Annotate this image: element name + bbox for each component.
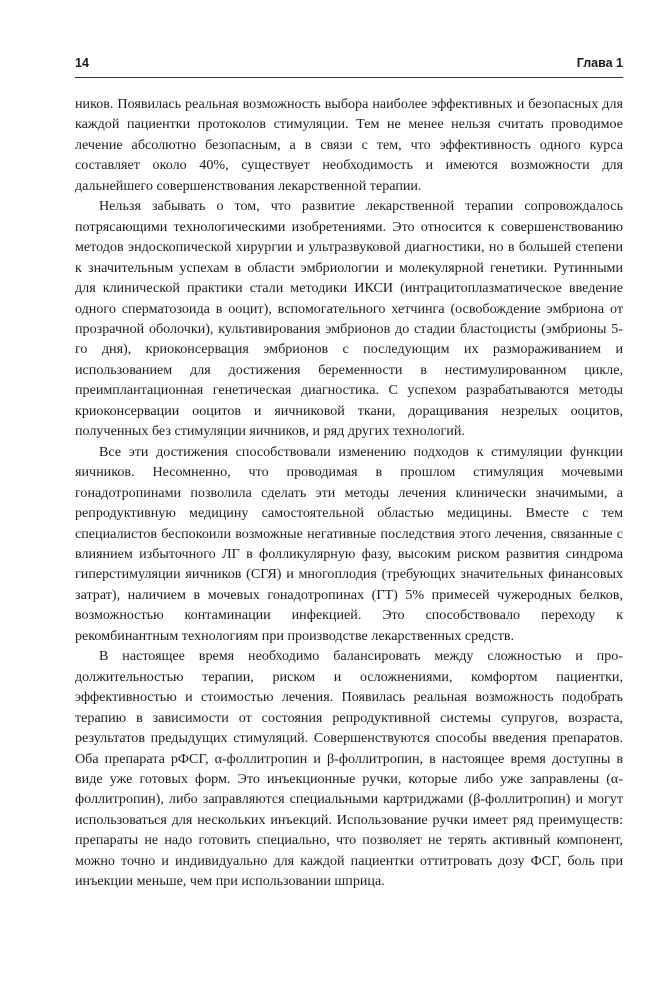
paragraph-continued: ников. Появилась реальная возможность выбора наиболее эффективных и безопасных для каждой пациентки протоколов стимуляции. Тем не менее нельзя считать проводимое лечение абсолютно безопасным, а в связи с тем, что эффективность одного курса составляет около 40%, существует необходимость и имеются возможности для дальнейшего совершенствования лекарственной терапии. <box>75 96 623 194</box>
page-body <box>75 94 623 892</box>
paragraph: Все эти достижения способствовали изменению подходов к стимуляции функции яичников. Несомненно, что проводимая в прошлом стимуляция мочевыми гонадотропинами позволила сделать эти методы лечения клинически значимыми, а репродуктивную медицину самостоятельной областью медицины. Вместе с тем специалистов беспокоили возможные негативные последствия этого лечения, связанные с влиянием избыточного ЛГ в фолликулярную фазу, высоким риском развития синдрома гиперстимуляции яичников (СГЯ) и многоплодия (требующих значительных финансовых затрат), наличием в мочевых гонадотропинах (ГТ) 5% примесей чужеродных белков, возможностью контаминации инфекцией. Это способствовало переходу к рекомбинантным технологиям при производстве лекарственных средств. <box>75 443 623 644</box>
header-divider <box>75 77 623 78</box>
paragraph: Нельзя забывать о том, что развитие лекарственной терапии сопровождалось потрясающими технологическими изобретениями. Это относится к совершенствованию методов эндоскопической хирургии и ультразвуковой диагностики, но в большей степени к значительным успехам в области эмбриологии и молекулярной генетики. Рутинными для клинической практики стали методики ИКСИ (интрацитоплазматическое введение одного сперматозоида в ооцит), вспомогательного хетчинга (освобождение эмбриона от прозрачной оболочки), культивирования эмбрионов до стадии бластоцисты (эмбрионы 5-го дня), криоконсервация эмбрионов с последующим их размораживанием и использованием для достижения беременности в нестимулированном цикле, преимплантационная генетическая диагностика. С успехом разрабатываются методы криоконсервации ооцитов и яичниковой ткани, доращивания незрелых ооцитов, полученных без стимуляции яичников, и ряд других технологий. <box>75 198 623 440</box>
paragraph: В настоящее время необходимо балансировать между сложностью и продолжительностью терапии, риском и осложнениями, комфортом пациентки, эффективностью и стоимостью лечения. Появилась реальная возможность подобрать терапию в зависимости от состояния репродуктивной системы супругов, возраста, результатов предыдущих стимуляций. Совершенствуются способы введения препаратов. Оба препарата рФСГ, α-фоллитропин и β-фоллитропин, в настоящее время доступны в виде уже готовых форм. Это инъекционные ручки, которые либо уже заправлены (α-фоллитропин), либо заправляются специальными картриджами (β-фоллитропин) и могут использоваться для нескольких инъекций. Использование ручки имеет ряд преимуществ: препараты не надо готовить специально, что позволяет не терять активный компонент, можно точно и индивидуально для каждой пациентки оттитровать дозу ФСГ, боль при инъекции меньше, чем при использовании шприца. <box>75 648 623 890</box>
chapter-title: Глава 1 <box>576 56 623 70</box>
running-header <box>75 56 623 74</box>
page-number: 14 <box>75 56 89 70</box>
